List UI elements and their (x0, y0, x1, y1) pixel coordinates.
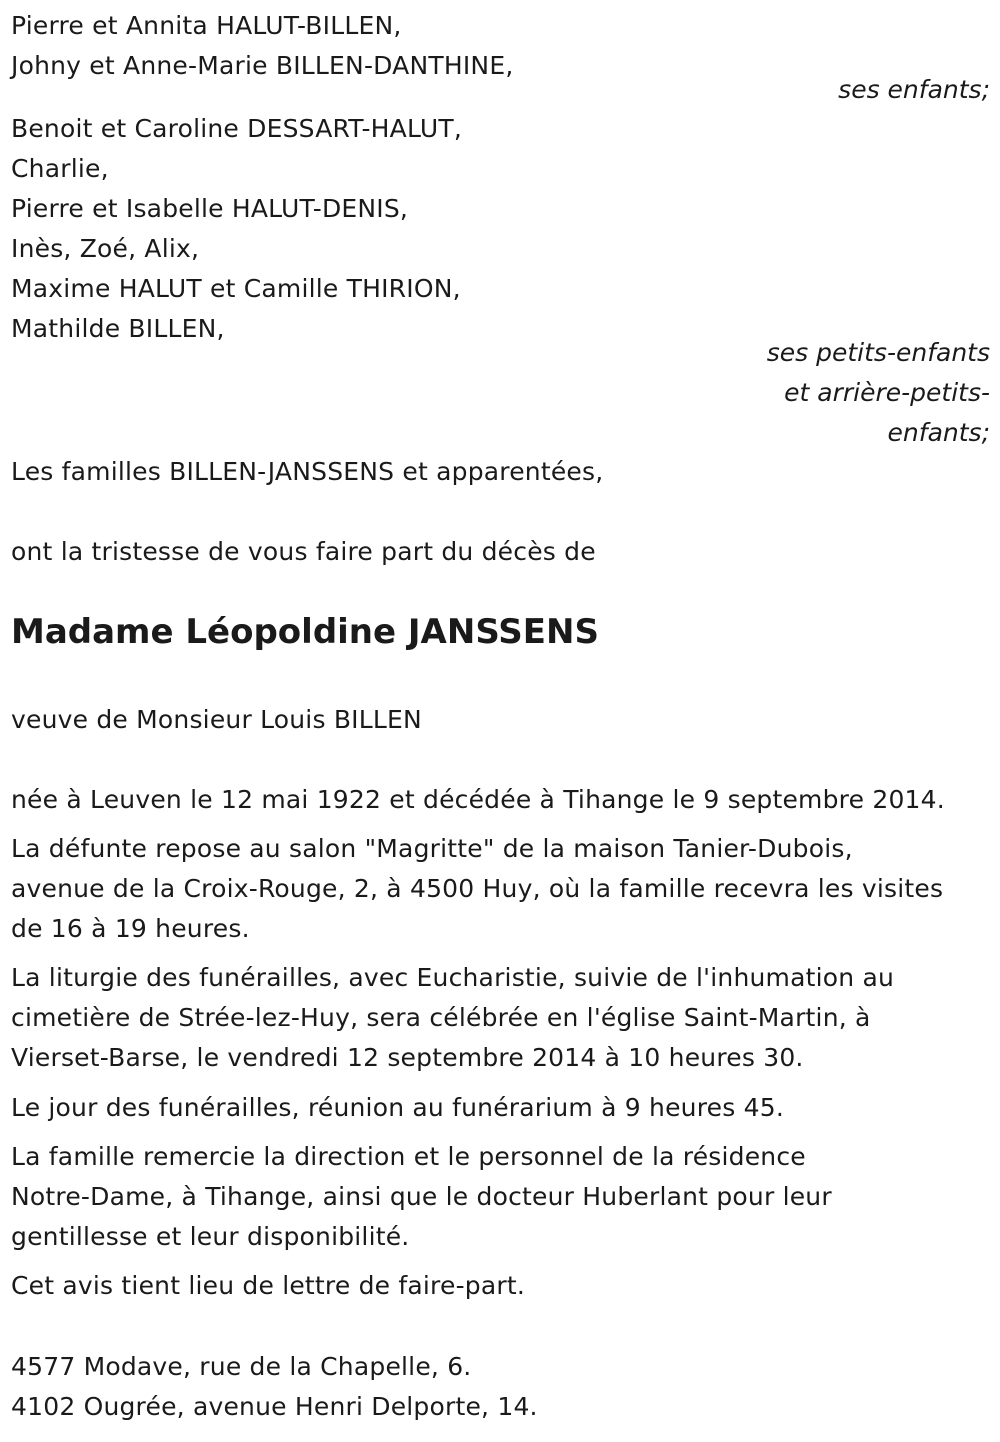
widow-of-line: veuve de Monsieur Louis BILLEN (11, 705, 422, 734)
notice-line: Cet avis tient lieu de lettre de faire-part. (11, 1271, 526, 1300)
grandchild-line-4: Inès, Zoé, Alix, (11, 234, 200, 263)
liturgy-line-2: cimetière de Strée-lez-Huy, sera célébrée en l'église Saint-Martin, à (11, 1003, 871, 1032)
thanks-line-1: La famille remercie la direction et le personnel de la résidence (11, 1142, 806, 1171)
grandchild-line-5: Maxime HALUT et Camille THIRION, (11, 274, 461, 303)
address-line-1: 4577 Modave, rue de la Chapelle, 6. (11, 1352, 472, 1381)
announcement-line: ont la tristesse de vous faire part du décès de (11, 537, 596, 566)
child-line-1: Pierre et Annita HALUT-BILLEN, (11, 11, 402, 40)
liturgy-line-3: Vierset-Barse, le vendredi 12 septembre 2014 à 10 heures 30. (11, 1043, 804, 1072)
grandchildren-role-line-2: et arrière-petits- (784, 378, 990, 407)
birth-death-line: née à Leuven le 12 mai 1922 et décédée à Tihange le 9 septembre 2014. (11, 785, 945, 814)
child-line-2: Johny et Anne-Marie BILLEN-DANTHINE, (11, 51, 514, 80)
meeting-line: Le jour des funérailles, réunion au funérarium à 9 heures 45. (11, 1093, 784, 1122)
grandchildren-role-line-3: enfants; (887, 418, 990, 447)
grandchildren-role-line-1: ses petits-enfants (766, 338, 990, 367)
liturgy-line-1: La liturgie des funérailles, avec Eucharistie, suivie de l'inhumation au (11, 963, 895, 992)
families-line: Les familles BILLEN-JANSSENS et apparentées, (11, 457, 604, 486)
grandchild-line-3: Pierre et Isabelle HALUT-DENIS, (11, 194, 409, 223)
rest-line-1: La défunte repose au salon "Magritte" de la maison Tanier-Dubois, (11, 834, 853, 863)
children-role-label: ses enfants; (838, 75, 990, 104)
thanks-line-3: gentillesse et leur disponibilité. (11, 1222, 410, 1251)
rest-line-3: de 16 à 19 heures. (11, 914, 250, 943)
grandchild-line-1: Benoit et Caroline DESSART-HALUT, (11, 114, 462, 143)
grandchild-line-6: Mathilde BILLEN, (11, 314, 225, 343)
deceased-name: Madame Léopoldine JANSSENS (11, 612, 599, 652)
address-line-2: 4102 Ougrée, avenue Henri Delporte, 14. (11, 1392, 538, 1421)
thanks-line-2: Notre-Dame, à Tihange, ainsi que le docteur Huberlant pour leur (11, 1182, 832, 1211)
grandchild-line-2: Charlie, (11, 154, 109, 183)
rest-line-2: avenue de la Croix-Rouge, 2, à 4500 Huy, où la famille recevra les visites (11, 874, 944, 903)
